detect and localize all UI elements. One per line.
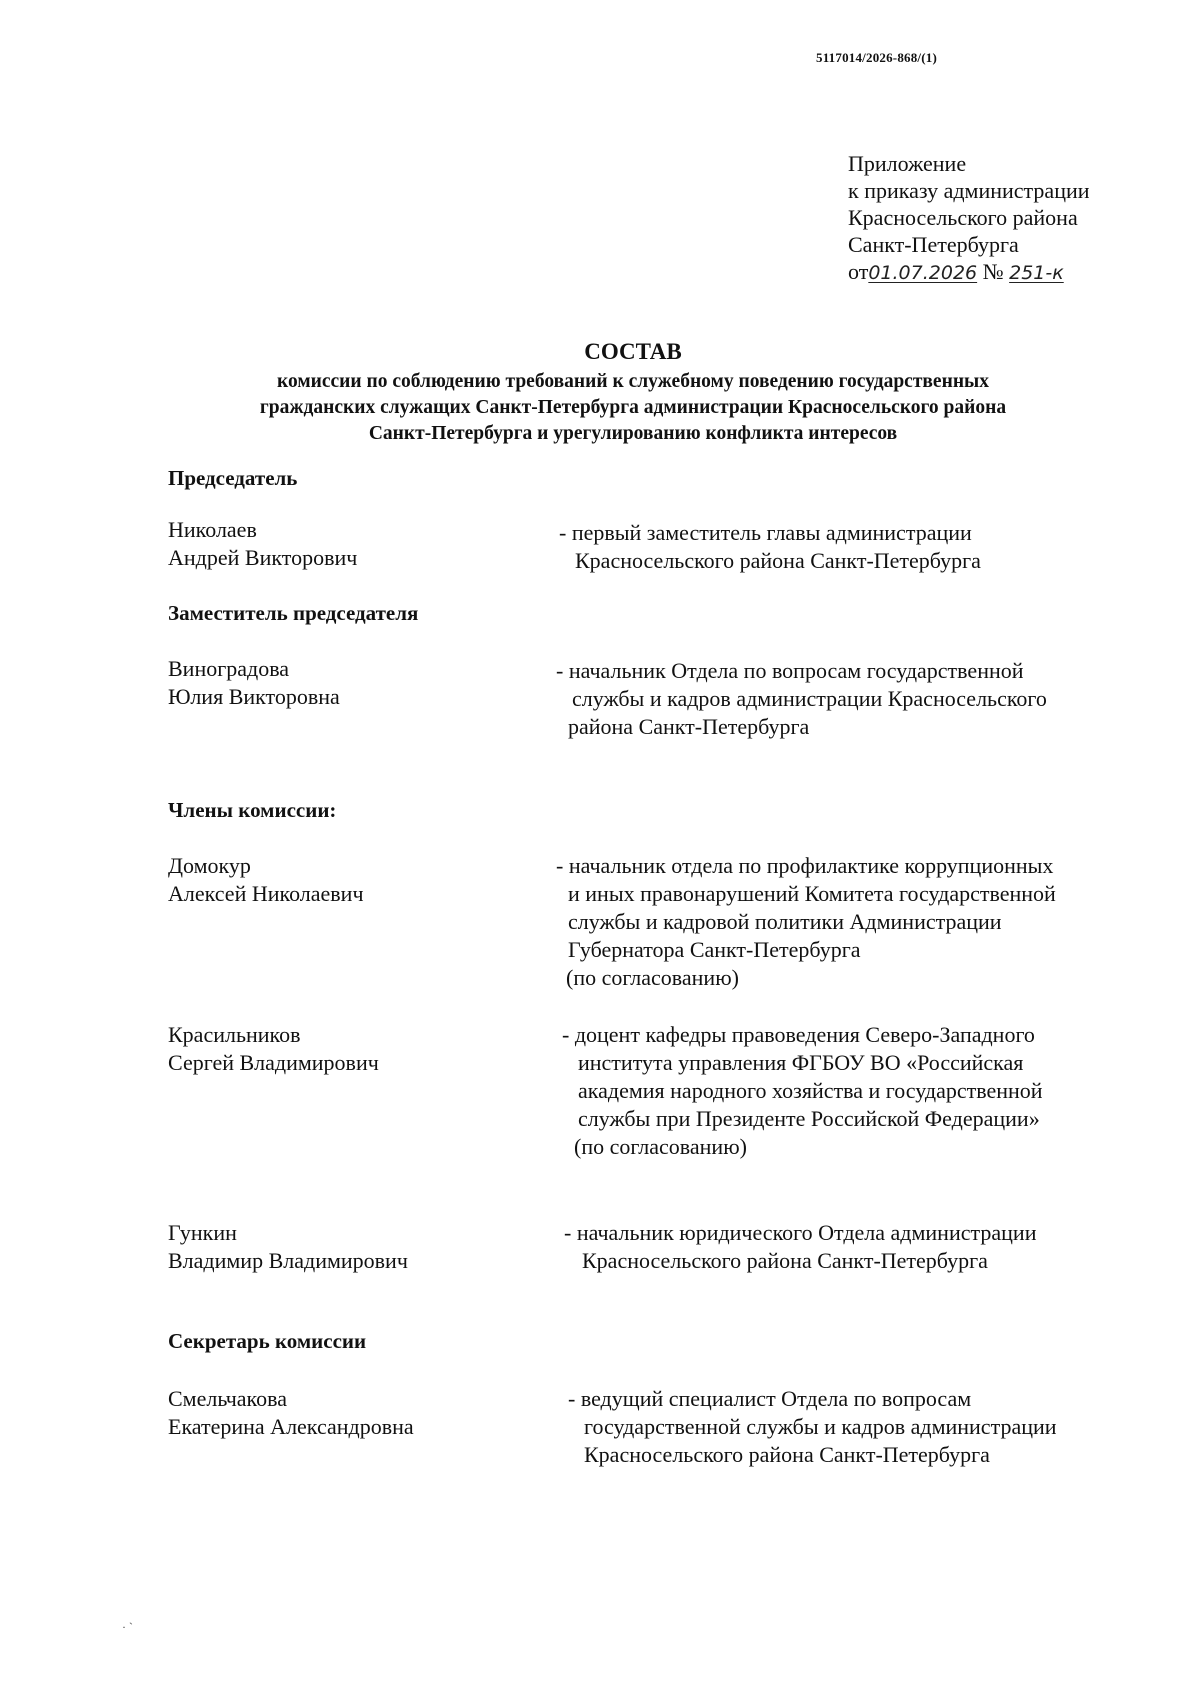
role-line: - ведущий специалист Отдела по вопросам xyxy=(568,1386,972,1411)
member-surname: Николаев xyxy=(168,517,257,542)
document-id: 5117014/2026-868/(1) xyxy=(816,50,937,65)
role-line: - доцент кафедры правоведения Северо-Западного xyxy=(562,1022,1035,1047)
role-line: Красносельского района Санкт-Петербурга xyxy=(575,548,981,573)
member-surname: Гункин xyxy=(168,1220,237,1245)
role-line: Губернатора Санкт-Петербурга xyxy=(568,937,861,962)
member-given-name: Андрей Викторович xyxy=(168,545,358,570)
role-line: (по согласованию) xyxy=(566,965,739,990)
member-given-name: Екатерина Александровна xyxy=(168,1414,414,1439)
appendix-line: Приложение xyxy=(848,151,967,176)
appendix-block xyxy=(848,150,1090,287)
appendix-date-line xyxy=(848,258,1090,287)
member-role xyxy=(562,1021,1043,1161)
number-prefix: № xyxy=(982,259,1004,284)
role-line: - начальник отдела по профилактике коррупционных xyxy=(556,853,1054,878)
member-role xyxy=(559,519,981,575)
member-name xyxy=(168,1219,408,1275)
appendix-line: Санкт-Петербурга xyxy=(848,232,1019,257)
role-line: службы при Президенте Российской Федерации» xyxy=(578,1106,1040,1131)
role-line: службы и кадров администрации Красносельского xyxy=(572,686,1047,711)
member-name xyxy=(168,852,364,908)
role-line: и иных правонарушений Комитета государственной xyxy=(568,881,1056,906)
title-subline: Санкт-Петербурга и урегулированию конфликта интересов xyxy=(368,423,898,444)
member-surname: Виноградова xyxy=(168,656,290,681)
member-given-name: Сергей Владимирович xyxy=(168,1050,379,1075)
title-main: СОСТАВ xyxy=(584,339,682,364)
role-line: академия народного хозяйства и государственной xyxy=(578,1078,1043,1103)
order-date: 01.07.2026 xyxy=(868,262,978,284)
member-role xyxy=(568,1385,1057,1469)
member-name xyxy=(168,516,357,572)
member-given-name: Алексей Николаевич xyxy=(168,881,364,906)
appendix-line: к приказу администрации xyxy=(848,178,1090,203)
role-line: - первый заместитель главы администрации xyxy=(559,520,972,545)
document-title xyxy=(168,338,1098,447)
member-surname: Смельчакова xyxy=(168,1386,287,1411)
section-deputy: Заместитель председателя xyxy=(168,601,419,625)
member-role xyxy=(556,657,1047,741)
role-line: района Санкт-Петербурга xyxy=(568,714,810,739)
order-number: 251-к xyxy=(1009,262,1064,284)
member-role xyxy=(564,1219,1036,1275)
title-subline: комиссии по соблюдению требований к служебному поведению государственных xyxy=(276,371,990,392)
member-given-name: Владимир Владимирович xyxy=(168,1248,408,1273)
member-name xyxy=(168,1021,379,1077)
section-secretary: Секретарь комиссии xyxy=(168,1329,367,1353)
member-surname: Домокур xyxy=(168,853,251,878)
member-role xyxy=(556,852,1056,992)
role-line: - начальник юридического Отдела администрации xyxy=(564,1220,1037,1245)
member-given-name: Юлия Викторовна xyxy=(168,684,340,709)
role-line: - начальник Отдела по вопросам государственной xyxy=(556,658,1024,683)
section-members: Члены комиссии: xyxy=(168,798,337,822)
appendix-line: Красносельского района xyxy=(848,205,1078,230)
member-surname: Красильников xyxy=(168,1022,301,1047)
role-line: Красносельского района Санкт-Петербурга xyxy=(584,1442,990,1467)
title-subline: гражданских служащих Санкт-Петербурга администрации Красносельского района xyxy=(259,397,1007,418)
role-line: Красносельского района Санкт-Петербурга xyxy=(582,1248,988,1273)
role-line: службы и кадровой политики Администрации xyxy=(568,909,1002,934)
scan-artifact-mark: · ` xyxy=(122,1620,133,1634)
section-chair: Председатель xyxy=(168,466,298,490)
member-name xyxy=(168,655,340,711)
role-line: государственной службы и кадров администрации xyxy=(584,1414,1057,1439)
role-line: (по согласованию) xyxy=(574,1134,747,1159)
from-prefix: от xyxy=(848,259,869,284)
role-line: института управления ФГБОУ ВО «Российская xyxy=(578,1050,1024,1075)
member-name xyxy=(168,1385,414,1441)
